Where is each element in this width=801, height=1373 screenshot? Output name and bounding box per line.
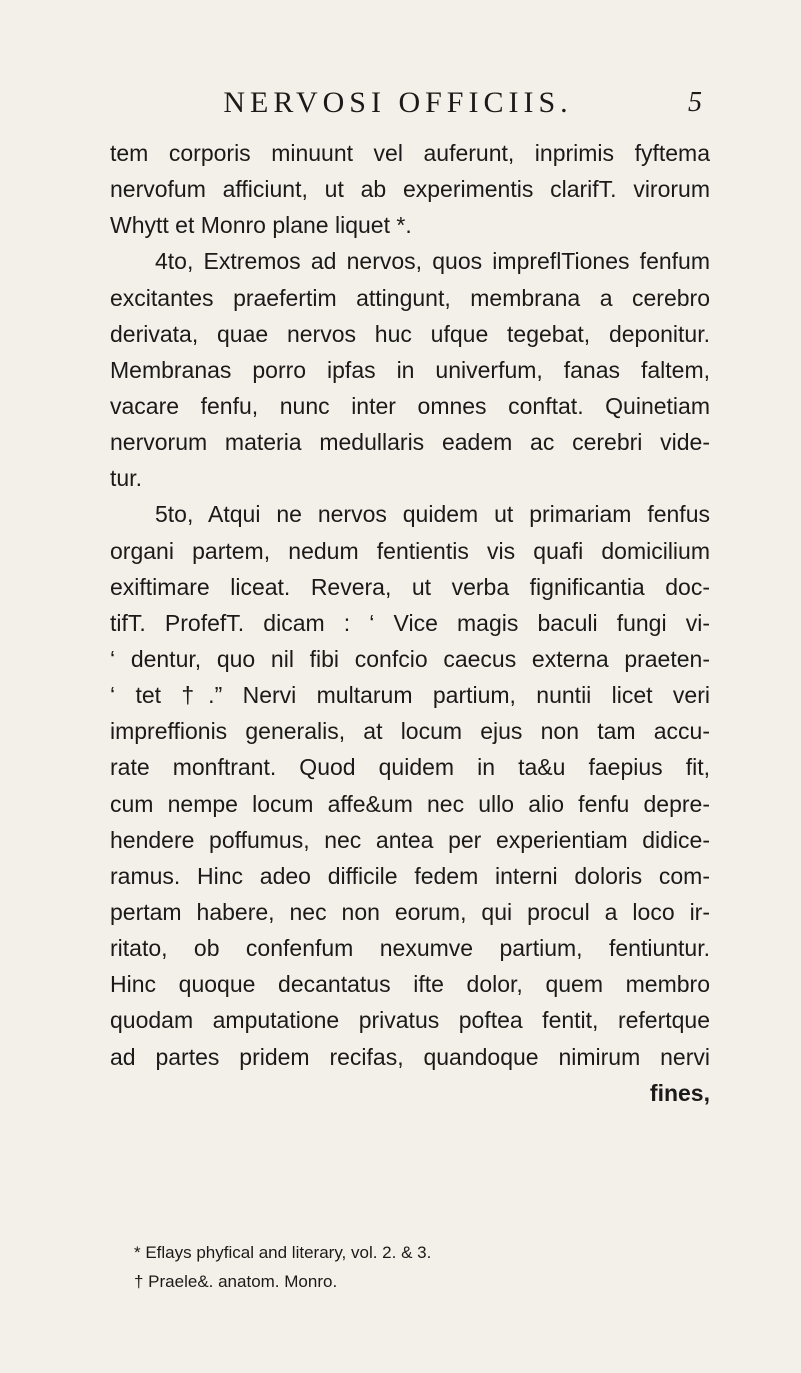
text-line: ‘ dentur, quo nil fibi confcio caecus externa praeten- bbox=[110, 645, 710, 672]
text-line: Whytt et Monro plane liquet *. bbox=[110, 212, 412, 239]
text-line: 5to, Atqui ne nervos quidem ut primariam fenfus bbox=[155, 501, 710, 528]
text-line: cum nempe locum affe&um nec ullo alio fenfu depre- bbox=[110, 790, 710, 817]
text-line: nervofum afficiunt, ut ab experimentis clarifT. virorum bbox=[110, 176, 710, 203]
text-line: Hinc quoque decantatus ifte dolor, quem membro bbox=[110, 971, 710, 998]
running-head bbox=[118, 86, 702, 126]
text-line: tifT. ProfefT. dicam : ‘ Vice magis baculi fungi vi- bbox=[110, 609, 710, 636]
running-title: NERVOSI OFFICIIS. bbox=[223, 86, 573, 119]
text-line: Membranas porro ipfas in univerfum, fanas faltem, bbox=[110, 356, 710, 383]
text-line: 4to, Extremos ad nervos, quos impreflTiones fenfum bbox=[155, 248, 710, 275]
text-line: ad partes pridem recifas, quandoque nimirum nervi bbox=[110, 1043, 710, 1070]
text-line: ritato, ob confenfum nexumve partium, fentiuntur. bbox=[110, 935, 710, 962]
body-text bbox=[110, 135, 710, 1111]
text-line: hendere poffumus, nec antea per experientiam didice- bbox=[110, 826, 710, 853]
text-line: quodam amputatione privatus poftea fentit, refertque bbox=[110, 1007, 710, 1034]
footnote: † Praele&. anatom. Monro. bbox=[134, 1272, 338, 1291]
text-line: nervorum materia medullaris eadem ac cerebri vide- bbox=[110, 429, 710, 456]
text-line: derivata, quae nervos huc ufque tegebat, deponitur. bbox=[110, 320, 710, 347]
catchword: fines, bbox=[649, 1079, 710, 1106]
text-line: exiftimare liceat. Revera, ut verba fignificantia doc- bbox=[110, 573, 710, 600]
page-number: 5 bbox=[688, 87, 702, 118]
footnotes bbox=[134, 1238, 710, 1296]
text-line: tem corporis minuunt vel auferunt, inprimis fyftema bbox=[110, 140, 710, 166]
text-line: ramus. Hinc adeo difficile fedem interni doloris com- bbox=[110, 862, 710, 889]
text-line: excitantes praefertim attingunt, membrana a cerebro bbox=[110, 284, 710, 311]
footnote: * Eflays phyfical and literary, vol. 2. & 3. bbox=[134, 1243, 432, 1262]
text-line: impreffionis generalis, at locum ejus non tam accu- bbox=[110, 718, 710, 745]
text-line: vacare fenfu, nunc inter omnes conftat. Quinetiam bbox=[110, 392, 710, 419]
text-line: ‘ tet †.” Nervi multarum partium, nuntii licet veri bbox=[110, 682, 710, 709]
text-line: tur. bbox=[110, 465, 142, 492]
text-line: rate monftrant. Quod quidem in ta&u faepius fit, bbox=[110, 754, 710, 781]
text-line: organi partem, nedum fentientis vis quafi domicilium bbox=[110, 537, 710, 564]
text-line: pertam habere, nec non eorum, qui procul a loco ir- bbox=[110, 898, 710, 925]
